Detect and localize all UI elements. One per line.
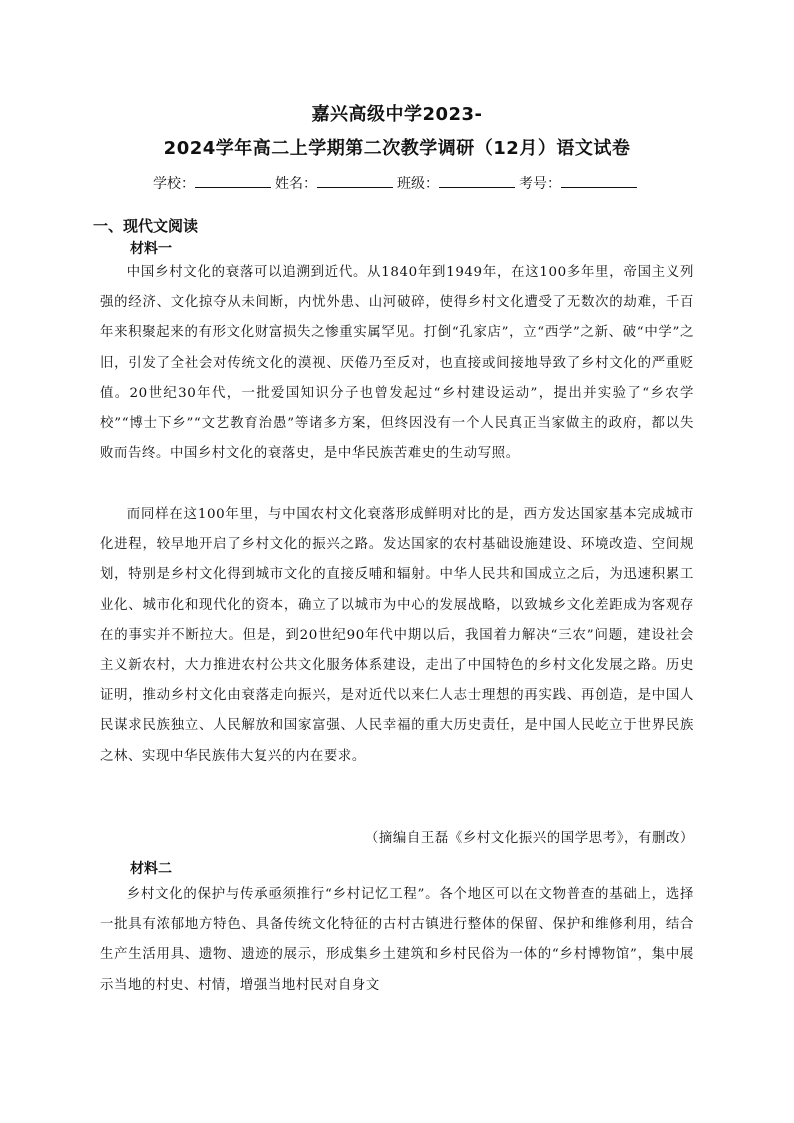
material-1-paragraph-1: 中国乡村文化的衰落可以追溯到近代。从1840年到1949年，在这100多年里，帝国主义列强的经济、文化掠夺从未间断，内忧外患、山河破碎，使得乡村文化遭受了无数次的劫难，千百年来积聚起来的有形文化财富损失之惨重实属罕见。打倒“孔家店”，立“西学”之新、破“中学”之旧，引发了全社会对传统文化的漠视、厌倦乃至反对，也直接或间接地导致了乡村文化的严重贬值。20世纪30年代，一批爱国知识分子也曾发起过“乡村建设运动”，提出并实验了“乡农学校”“博士下乡”“文艺教育治愚”等诸多方案，但终因没有一个人民真正当家做主的政府，都以失败而告终。中国乡村文化的衰落史，是中华民族苦难史的生动写照。 [100, 265, 694, 462]
class-label: 班级： [397, 176, 439, 192]
class-blank[interactable] [439, 173, 515, 188]
exam-number-label: 考号： [519, 176, 561, 192]
material-2-label: 材料二 [130, 861, 172, 877]
school-blank[interactable] [195, 173, 271, 188]
name-label: 姓名： [275, 176, 317, 192]
exam-title-line-1: 嘉兴高级中学2023- [311, 104, 483, 125]
exam-title-line-2: 2024学年高二上学期第二次教学调研（12月）语文试卷 [163, 138, 631, 159]
material-1-label: 材料一 [130, 241, 172, 257]
school-label: 学校： [153, 176, 195, 192]
student-info-fields [0, 173, 794, 193]
name-blank[interactable] [317, 173, 393, 188]
section-heading: 一、现代文阅读 [93, 217, 199, 235]
material-1-paragraph-2: 而同样在这100年里，与中国农村文化衰落形成鲜明对比的是，西方发达国家基本完成城市化进程，较早地开启了乡村文化的振兴之路。发达国家的农村基础设施建设、环境改造、空间规划，特别是乡村文化得到城市文化的直接反哺和辐射。中华人民共和国成立之后，为迅速积累工业化、城市化和现代化的资本，确立了以城市为中心的发展战略，以致城乡文化差距成为客观存在的事实并不断拉大。但是，到20世纪90年代中期以后，我国着力解决“三农”问题，建设社会主义新农村，大力推进农村公共文化服务体系建设，走出了中国特色的乡村文化发展之路。历史证明，推动乡村文化由衰落走向振兴，是对近代以来仁人志士理想的再实践、再创造，是中国人民谋求民族独立、人民解放和国家富强、人民幸福的重大历史责任，是中国人民屹立于世界民族之林、实现中华民族伟大复兴的内在要求。 [100, 507, 694, 764]
material-1-source: （摘编自王磊《乡村文化振兴的国学思考》，有删改） [364, 831, 694, 846]
material-2-paragraph-1: 乡村文化的保护与传承亟须推行“乡村记忆工程”。各个地区可以在文物普查的基础上，选择一批具有浓郁地方特色、具备传统文化特征的古村古镇进行整体的保留、保护和维修利用，结合生产生活用具、遗物、遗迹的展示，形成集乡土建筑和乡村民俗为一体的“乡村博物馆”，集中展示当地的村史、村情，增强当地村民对自身文 [100, 887, 694, 993]
exam-number-blank[interactable] [561, 173, 637, 188]
